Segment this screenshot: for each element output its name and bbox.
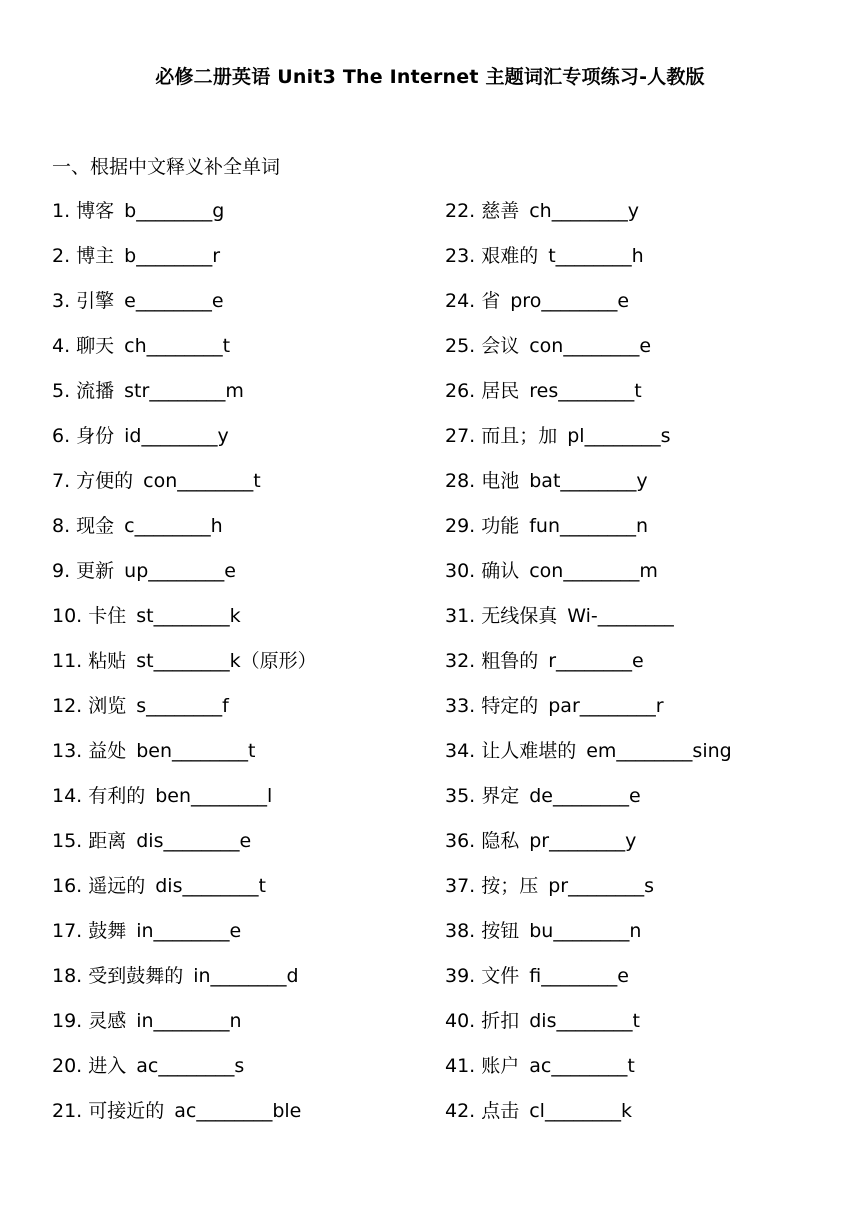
word-blank: id________y [124, 425, 229, 447]
vocab-item [52, 241, 432, 286]
vocab-item [445, 556, 825, 601]
vocab-item [52, 916, 432, 961]
chinese-meaning: 流播 [76, 380, 115, 402]
vocab-item [445, 826, 825, 871]
item-number: 27. [445, 425, 476, 447]
chinese-meaning: 而且；加 [481, 425, 558, 447]
item-number: 9. [52, 560, 71, 582]
chinese-meaning: 特定的 [481, 695, 539, 717]
word-blank: ben________t [136, 740, 256, 762]
vocab-item [445, 1096, 825, 1141]
item-number: 39. [445, 965, 476, 987]
word-blank: c________h [124, 515, 223, 537]
vocab-item [52, 781, 432, 826]
word-blank: ch________t [124, 335, 231, 357]
chinese-meaning: 隐私 [481, 830, 520, 852]
item-number: 12. [52, 695, 83, 717]
vocab-item [445, 601, 825, 646]
word-blank: b________r [124, 245, 221, 267]
item-number: 38. [445, 920, 476, 942]
word-blank: dis________t [529, 1010, 640, 1032]
vocab-item [52, 646, 432, 691]
chinese-meaning: 按；压 [481, 875, 539, 897]
vocab-item [52, 466, 432, 511]
item-number: 35. [445, 785, 476, 807]
word-blank: b________g [124, 200, 225, 222]
chinese-meaning: 距离 [88, 830, 127, 852]
chinese-meaning: 博客 [76, 200, 115, 222]
vocab-item [445, 961, 825, 1006]
word-blank: con________e [529, 335, 652, 357]
item-number: 13. [52, 740, 83, 762]
word-blank: fi________e [529, 965, 629, 987]
word-blank: in________d [193, 965, 299, 987]
item-number: 30. [445, 560, 476, 582]
vocab-item [52, 826, 432, 871]
word-blank: s________f [136, 695, 229, 717]
vocab-item [445, 781, 825, 826]
chinese-meaning: 会议 [481, 335, 520, 357]
chinese-meaning: 有利的 [88, 785, 146, 807]
vocab-item [52, 286, 432, 331]
word-blank: con________m [529, 560, 658, 582]
chinese-meaning: 益处 [88, 740, 127, 762]
vocab-item [445, 871, 825, 916]
vocab-item [52, 331, 432, 376]
word-blank: ben________l [155, 785, 273, 807]
chinese-meaning: 更新 [76, 560, 115, 582]
word-blank: fun________n [529, 515, 649, 537]
item-number: 2. [52, 245, 71, 267]
item-number: 23. [445, 245, 476, 267]
vocab-item [52, 196, 432, 241]
chinese-meaning: 可接近的 [88, 1100, 165, 1122]
chinese-meaning: 现金 [76, 515, 115, 537]
vocab-item [52, 421, 432, 466]
left-word-column [52, 196, 432, 1141]
word-blank: up________e [124, 560, 236, 582]
item-number: 5. [52, 380, 71, 402]
chinese-meaning: 省 [481, 290, 501, 312]
word-blank: par________r [548, 695, 664, 717]
vocab-item [52, 1096, 432, 1141]
chinese-meaning: 无线保真 [481, 605, 558, 627]
word-blank: pro________e [510, 290, 630, 312]
item-number: 10. [52, 605, 83, 627]
page-title: 必修二册英语 Unit3 The Internet 主题词汇专项练习-人教版 [155, 66, 705, 88]
item-number: 14. [52, 785, 83, 807]
word-blank: st________k [136, 605, 241, 627]
item-number: 1. [52, 200, 71, 222]
item-number: 33. [445, 695, 476, 717]
word-blank: ac________s [136, 1055, 245, 1077]
chinese-meaning: 按钮 [481, 920, 520, 942]
word-blank: dis________e [136, 830, 252, 852]
item-number: 7. [52, 470, 71, 492]
vocab-item [52, 1051, 432, 1096]
word-blank: pl________s [567, 425, 671, 447]
vocab-item [445, 1051, 825, 1096]
chinese-meaning: 灵感 [88, 1010, 127, 1032]
word-blank: de________e [529, 785, 641, 807]
chinese-meaning: 进入 [88, 1055, 127, 1077]
vocab-item [52, 736, 432, 781]
section-heading: 一、根据中文释义补全单词 [52, 156, 281, 178]
vocab-item [445, 286, 825, 331]
vocab-item [445, 466, 825, 511]
item-number: 4. [52, 335, 71, 357]
chinese-meaning: 点击 [481, 1100, 520, 1122]
chinese-meaning: 受到鼓舞的 [88, 965, 184, 987]
vocab-item [52, 1006, 432, 1051]
vocab-item [445, 511, 825, 556]
word-blank: str________m [124, 380, 244, 402]
item-number: 20. [52, 1055, 83, 1077]
item-number: 29. [445, 515, 476, 537]
item-number: 28. [445, 470, 476, 492]
chinese-meaning: 遥远的 [88, 875, 146, 897]
word-blank: ac________t [529, 1055, 635, 1077]
chinese-meaning: 浏览 [88, 695, 127, 717]
vocab-item [52, 376, 432, 421]
vocab-item [52, 961, 432, 1006]
item-number: 17. [52, 920, 83, 942]
vocab-item [445, 241, 825, 286]
vocab-item [445, 646, 825, 691]
item-number: 22. [445, 200, 476, 222]
chinese-meaning: 聊天 [76, 335, 115, 357]
word-blank: pr________y [529, 830, 637, 852]
vocab-item [445, 421, 825, 466]
chinese-meaning: 文件 [481, 965, 520, 987]
chinese-meaning: 艰难的 [481, 245, 539, 267]
item-number: 6. [52, 425, 71, 447]
item-number: 3. [52, 290, 71, 312]
word-blank: Wi-________ [567, 605, 674, 627]
word-blank: in________n [136, 1010, 242, 1032]
chinese-meaning: 身份 [76, 425, 115, 447]
item-number: 34. [445, 740, 476, 762]
chinese-meaning: 确认 [481, 560, 520, 582]
word-blank: e________e [124, 290, 224, 312]
item-number: 18. [52, 965, 83, 987]
item-number: 42. [445, 1100, 476, 1122]
vocab-item [52, 871, 432, 916]
item-number: 25. [445, 335, 476, 357]
vocab-item [52, 556, 432, 601]
item-number: 24. [445, 290, 476, 312]
item-number: 8. [52, 515, 71, 537]
chinese-meaning: 让人难堪的 [481, 740, 577, 762]
chinese-meaning: 界定 [481, 785, 520, 807]
word-blank: ac________ble [174, 1100, 302, 1122]
item-number: 21. [52, 1100, 83, 1122]
vocab-item [445, 331, 825, 376]
vocab-item [52, 601, 432, 646]
item-number: 41. [445, 1055, 476, 1077]
word-blank: bat________y [529, 470, 648, 492]
item-number: 15. [52, 830, 83, 852]
word-blank: bu________n [529, 920, 642, 942]
chinese-meaning: 粘贴 [88, 650, 127, 672]
word-blank: pr________s [548, 875, 655, 897]
word-blank: con________t [143, 470, 261, 492]
item-number: 19. [52, 1010, 83, 1032]
chinese-meaning: 慈善 [481, 200, 520, 222]
vocab-item [52, 511, 432, 556]
chinese-meaning: 功能 [481, 515, 520, 537]
word-blank: em________sing [586, 740, 732, 762]
word-blank: dis________t [155, 875, 266, 897]
item-number: 32. [445, 650, 476, 672]
chinese-meaning: 鼓舞 [88, 920, 127, 942]
item-number: 40. [445, 1010, 476, 1032]
vocab-item [445, 196, 825, 241]
item-number: 11. [52, 650, 83, 672]
word-blank: ch________y [529, 200, 639, 222]
vocab-item [445, 736, 825, 781]
chinese-meaning: 粗鲁的 [481, 650, 539, 672]
word-blank: t________h [548, 245, 644, 267]
vocab-item [445, 916, 825, 961]
vocab-item [52, 691, 432, 736]
vocab-item [445, 376, 825, 421]
chinese-meaning: 折扣 [481, 1010, 520, 1032]
item-number: 31. [445, 605, 476, 627]
chinese-meaning: 方便的 [76, 470, 134, 492]
word-blank: st________k（原形） [136, 650, 317, 672]
item-number: 16. [52, 875, 83, 897]
chinese-meaning: 卡住 [88, 605, 127, 627]
chinese-meaning: 电池 [481, 470, 520, 492]
item-number: 26. [445, 380, 476, 402]
item-number: 36. [445, 830, 476, 852]
right-word-column [445, 196, 825, 1141]
word-blank: res________t [529, 380, 642, 402]
word-blank: cl________k [529, 1100, 632, 1122]
vocab-item [445, 691, 825, 736]
chinese-meaning: 账户 [481, 1055, 520, 1077]
chinese-meaning: 引擎 [76, 290, 115, 312]
chinese-meaning: 博主 [76, 245, 115, 267]
chinese-meaning: 居民 [481, 380, 520, 402]
vocab-item [445, 1006, 825, 1051]
word-blank: in________e [136, 920, 242, 942]
item-number: 37. [445, 875, 476, 897]
word-blank: r________e [548, 650, 644, 672]
